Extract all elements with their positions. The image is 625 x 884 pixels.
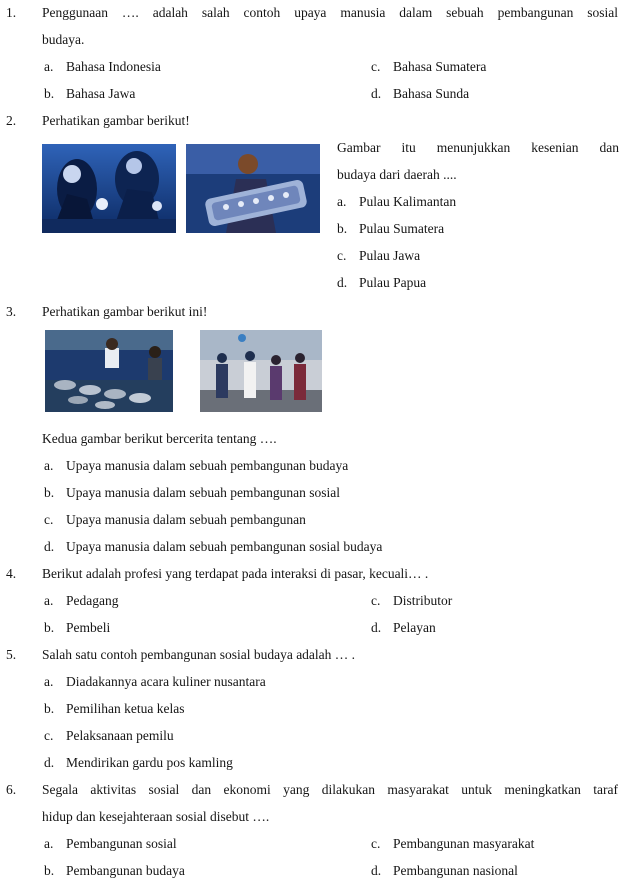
q6-number: 6.	[6, 782, 17, 797]
q4-prompt: Berikut adalah profesi yang terdapat pada interaksi di pasar, kecuali… .	[42, 566, 429, 581]
q1-option-c[interactable]: c. Bahasa Sumatera	[371, 59, 487, 74]
q3-option-c[interactable]: c. Upaya manusia dalam sebuah pembangunan	[44, 512, 306, 527]
q6-option-b[interactable]: b. Pembangunan budaya	[44, 863, 185, 878]
q1-text-line1: Penggunaan …. adalah salah contoh upaya manusia dalam sebuah pembangunan sosial	[42, 5, 618, 20]
q2-photo-musician	[186, 144, 320, 233]
q5-option-c[interactable]: c. Pelaksanaan pemilu	[44, 728, 174, 743]
q3-prompt: Perhatikan gambar berikut ini!	[42, 304, 208, 319]
q4-number: 4.	[6, 566, 17, 581]
q4-option-a[interactable]: a. Pedagang	[44, 593, 119, 608]
q3-photo-gamelan	[45, 330, 173, 412]
q1-option-d[interactable]: d. Bahasa Sunda	[371, 86, 470, 101]
q2-side-text-line1: Gambar itu menunjukkan kesenian dan	[337, 140, 619, 155]
q4-option-c[interactable]: c. Distributor	[371, 593, 453, 608]
q3-stem: Kedua gambar berikut bercerita tentang ….	[42, 431, 277, 446]
q2-option-d[interactable]: d. Pulau Papua	[337, 275, 427, 290]
q3-option-b[interactable]: b. Upaya manusia dalam sebuah pembangunan sosial	[44, 485, 341, 500]
q3-option-a[interactable]: a. Upaya manusia dalam sebuah pembangunan budaya	[44, 458, 349, 473]
q6-option-c[interactable]: c. Pembangunan masyarakat	[371, 836, 535, 851]
q1-text-line2: budaya.	[42, 32, 85, 47]
q2-photo-dancers	[42, 144, 176, 233]
q3-photo-dancers	[200, 330, 322, 412]
q2-prompt: Perhatikan gambar berikut!	[42, 113, 190, 128]
q5-prompt: Salah satu contoh pembangunan sosial budaya adalah … .	[42, 647, 356, 662]
q2-option-a[interactable]: a. Pulau Kalimantan	[337, 194, 457, 209]
q2-option-c[interactable]: c. Pulau Jawa	[337, 248, 421, 263]
q2-option-b[interactable]: b. Pulau Sumatera	[337, 221, 445, 236]
q1-option-a[interactable]: a. Bahasa Indonesia	[44, 59, 161, 74]
q2-side-text-line2: budaya dari daerah ....	[337, 167, 457, 182]
q2-number: 2.	[6, 113, 17, 128]
q6-option-d[interactable]: d. Pembangunan nasional	[371, 863, 518, 878]
q4-option-b[interactable]: b. Pembeli	[44, 620, 111, 635]
q5-option-b[interactable]: b. Pemilihan ketua kelas	[44, 701, 185, 716]
q6-option-a[interactable]: a. Pembangunan sosial	[44, 836, 177, 851]
q5-option-a[interactable]: a. Diadakannya acara kuliner nusantara	[44, 674, 266, 689]
q1-option-b[interactable]: b. Bahasa Jawa	[44, 86, 136, 101]
q6-text-line1: Segala aktivitas sosial dan ekonomi yang dilakukan masyarakat untuk meningkatkan taraf	[42, 782, 618, 797]
q5-number: 5.	[6, 647, 17, 662]
q3-number: 3.	[6, 304, 17, 319]
q5-option-d[interactable]: d. Mendirikan gardu pos kamling	[44, 755, 233, 770]
q3-option-d[interactable]: d. Upaya manusia dalam sebuah pembangunan sosial budaya	[44, 539, 383, 554]
q1-number: 1.	[6, 5, 17, 20]
q6-text-line2: hidup dan kesejahteraan sosial disebut ….	[42, 809, 270, 824]
q4-option-d[interactable]: d. Pelayan	[371, 620, 436, 635]
